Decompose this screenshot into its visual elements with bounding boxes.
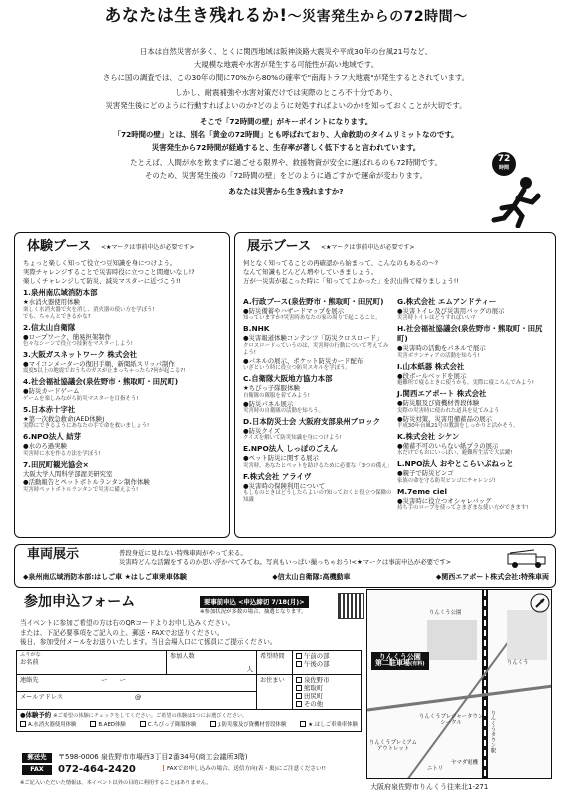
intro-text <box>20 46 552 202</box>
vehicle-item: ◆関西エアポート株式会社:特殊車両 <box>435 573 549 581</box>
vehicle-description <box>119 549 499 567</box>
checkbox-icon[interactable] <box>296 701 302 707</box>
exhibit-note: <★マークは事前申込が必要です> <box>320 244 415 252</box>
booth-item-detail: 大阪大学人間科学部渥美研究室 <box>23 469 113 478</box>
checkbox-icon[interactable] <box>300 721 306 727</box>
booth-item <box>23 288 221 320</box>
badge-unit: 時間 <box>498 165 509 171</box>
map-label-nitori: ニトリ <box>427 766 444 772</box>
residence-option-label: その他 <box>304 699 324 708</box>
name-label: お名前 <box>20 658 39 666</box>
booth-item <box>243 444 393 469</box>
title-main: あなたは生き残れるか! <box>104 6 288 26</box>
experience-option[interactable] <box>210 721 286 729</box>
time-label: 希望時間 <box>260 653 285 660</box>
privacy-note: ※ご記入いただいた情報は、本イベント以外の目的に利用することはありません。 <box>20 780 212 786</box>
booth-item-detail: ★水消火器使用体験 <box>23 298 80 307</box>
intro-p4-line: たとえば、人間が水を飲まずに過ごせる限界や、救援物資が安全に運ばれるのも72時間です。 <box>130 158 442 168</box>
booth-item-detail: 災害時に水を作る方法を学ぼう! <box>23 450 101 457</box>
booth-item-detail: もしものときはどうしたらよいの?知っておくと役立つ保険の知識 <box>243 490 392 504</box>
booth-item-detail: ●マイコンメーターの復旧手順、新聞紙スリッパ制作 <box>23 360 175 369</box>
booth-item-detail: 家族の命を守る防災ビンゴにチャレンジ! <box>397 477 496 484</box>
intro-paragraph-4 <box>20 157 552 183</box>
map-label-rinku-park: りんくう公園 <box>429 610 462 616</box>
booth-item <box>23 377 221 402</box>
booth-item-detail: ●災害時の保険利用について <box>243 481 326 490</box>
experience-note: <★マークは事前申込が必要です> <box>100 244 195 252</box>
intro-p3-line: 「72時間の壁」とは、別名「黄金の72時間」とも呼ばれており、人命救助のタイムリミットなのです。 <box>113 129 459 139</box>
booth-item <box>23 432 221 457</box>
booth-item-title: 2.信太山自衛隊 <box>23 322 76 332</box>
intro-p4-line: そのため、災害発生後の「72時間の壁」をどのように過ごすかで運命が変わります。 <box>145 171 427 181</box>
form-heading: 参加申込フォーム <box>24 594 136 610</box>
checkbox-icon[interactable] <box>296 693 302 699</box>
booth-item-detail: 楽しく水消火器で火を消し、消火器の使い方を学ぼう! <box>23 306 155 313</box>
name-field[interactable] <box>20 666 163 670</box>
booth-item-detail: 持ち手のロープを使ってさまざまな使い方ができます! <box>397 505 529 512</box>
residence-option-label: 熊取町 <box>304 683 324 692</box>
booth-item-title: K.株式会社 シケン <box>397 432 460 442</box>
exhibit-booth-panel <box>234 232 556 538</box>
booth-item <box>23 460 221 494</box>
residence-option[interactable] <box>296 692 358 700</box>
residence-options <box>293 674 362 709</box>
checkbox-icon[interactable] <box>210 721 216 727</box>
booth-item <box>397 389 551 430</box>
booth-item-detail: クロスロードっていうのは、災害時の行動について考えてみよう! <box>243 342 389 356</box>
participants-field[interactable] <box>170 665 253 673</box>
booth-item-title: E.NPO法人 しっぽのごえん <box>243 444 338 454</box>
experience-desc-line: 実際チャレンジすることで災害時役に立つこと間違いなし!? <box>23 268 195 277</box>
phone-separator-1: ー <box>101 675 108 684</box>
exhibit-desc-line: 万が一災害が起こった時に「知っててよかった」を沢山得て帰りましょう!! <box>243 277 459 286</box>
booth-item-title: 5.日本赤十字社 <box>23 404 76 414</box>
booth-item-detail: ●水のろ過実験 <box>23 442 67 451</box>
booth-item-detail: ●親子で防災ビンゴ <box>397 469 454 478</box>
booth-item-detail: ●防災対策、災害用備蓄品の展示 <box>397 414 493 423</box>
compass-icon <box>530 593 550 613</box>
booth-item-title: 3.大阪ガスネットワーク 株式会社 <box>23 350 137 360</box>
booth-item-title: A.行政ブース(泉佐野市・熊取町・田尻町) <box>243 297 384 306</box>
intro-paragraph-1 <box>20 46 552 84</box>
booth-item-title: D.日本防災士会 大阪府支部泉州ブロック <box>243 417 381 427</box>
booth-item-detail: ●災害報道体験コンテンツ「防災クロスロード」 <box>243 334 383 343</box>
vehicle-item: ◆信太山自衛隊:高機動車 <box>272 573 351 581</box>
intro-p1-line: さらに国の調査では、この30年の間に70%から80%の確率で"南海トラフ大地震"が発生するとされています。 <box>102 72 470 82</box>
checkbox-icon[interactable] <box>140 721 146 727</box>
booth-item-detail: ●防災備蓄やハザードマップを展示 <box>243 307 345 315</box>
vehicle-desc-line: 普段身近に見れない特殊車両がやって来る。 <box>119 549 247 557</box>
booth-item-title: H.社会福祉協議会(泉佐野市・熊取町・田尻町) <box>397 324 543 344</box>
booth-item-detail: ●防災パネル展示 <box>243 399 294 408</box>
parking-name: りんくう公園 第二駐車場 <box>375 653 421 668</box>
map-label-station: りんくうタウン駅 <box>489 710 496 754</box>
intro-p2-line: しかし、耐震補強や水害対策だけでは実際のところ不十分であり、 <box>175 88 397 98</box>
fax-number: 072-464-2420 <box>58 764 136 775</box>
time-option[interactable] <box>296 652 358 660</box>
booth-item-detail: 災害時トイレはどうすればいい? <box>397 315 476 322</box>
checkbox-icon[interactable] <box>296 685 302 691</box>
72-hours-badge <box>492 152 516 176</box>
booth-item-detail: ●防災カードゲーム <box>23 387 80 396</box>
booth-item <box>397 324 551 359</box>
booth-item-detail: 実際の災害時に使われた道具を見てみよう <box>397 407 500 414</box>
booth-item-detail: 災害時の自衛隊の活動を知ろう。 <box>243 408 324 415</box>
booth-item <box>23 405 221 430</box>
intro-paragraph-3 <box>20 116 552 154</box>
booth-item-detail: ●防災クイズ <box>243 427 281 436</box>
booth-item-detail: 災害時ペットボトルランタンで災害に備えよう! <box>23 486 139 493</box>
booth-item-detail: ●災害時に役立つオシャレバッグ <box>397 496 492 505</box>
booth-item-title: L.NPO法人 おやとこらいぶねっと <box>397 459 514 469</box>
booth-item-detail: いざという時に役立つ防災スキルを学ぼう。 <box>243 365 351 372</box>
booth-item-title: 1.泉州南広域消防本部 <box>23 288 98 298</box>
booth-item-detail: ゲームを楽しみながら防災マスターを目指そう! <box>23 395 139 402</box>
intro-p1-line: 大規模な地震や水害が発生する可能性が高い地域です。 <box>193 59 379 69</box>
residence-option-label: 田尻町 <box>304 691 324 700</box>
booth-item <box>397 487 551 512</box>
experience-reservation-label: ●体験予約 <box>20 710 52 719</box>
residence-label: お住まい <box>260 676 285 684</box>
experience-reservation-note: ※ご希望の体験にチェックをしてください。ご希望の体験は1つにお選びください。 <box>53 712 248 719</box>
booth-item <box>243 297 393 322</box>
booth-item-detail: 平成30年台風21号の教訓をしっかりと活かそう。 <box>397 423 519 430</box>
phone-separator-2: ー <box>119 675 127 684</box>
page-title <box>0 6 572 27</box>
map-label-rinku: りんくう <box>507 660 529 666</box>
booth-item-detail: ●災害時の活動をパネルで展示 <box>397 344 486 353</box>
time-option-label: 午後の部 <box>304 660 330 668</box>
vehicle-desc-line: 災害時どんな活躍をするのか思い浮かべてみてね。写真もいっぱい撮っちゃおう!<★マークは事前申込が必要です> <box>119 558 452 566</box>
fax-label: FAX <box>22 765 52 775</box>
vehicle-heading: 車両展示 <box>27 547 80 562</box>
vehicle-display-panel <box>14 544 556 588</box>
participants-label: 参加人数 <box>170 653 195 660</box>
residence-option-label: 泉佐野市 <box>304 675 330 684</box>
experience-option[interactable] <box>140 721 197 729</box>
mail-address: 〒598-0006 泉佐野市市場西3丁目2番34号(商工会議所3階) <box>58 753 248 761</box>
booth-item-detail: ●活動報告とペットボトルランタン制作体験 <box>23 478 150 487</box>
booth-item <box>243 417 393 442</box>
vehicle-list <box>23 573 549 582</box>
checkbox-icon[interactable] <box>296 653 302 659</box>
exhibit-heading: 展示ブース <box>247 239 311 254</box>
booth-item <box>243 374 393 415</box>
booth-item-title: 7.田尻町観光協会× <box>23 459 89 469</box>
experience-desc-line: ちょっと楽しく知って役立つ豆知識を身につけよう。 <box>23 259 177 268</box>
experience-option-label: ★.はしご車乗車体験 <box>308 722 358 729</box>
experience-option-label: J.防災服及び資機材普段体験 <box>218 722 287 729</box>
checkbox-icon[interactable] <box>90 721 96 727</box>
qr-code[interactable] <box>338 593 364 619</box>
exhibit-list-right <box>397 295 551 512</box>
residence-option[interactable] <box>296 700 358 708</box>
checkbox-icon[interactable] <box>20 721 26 727</box>
booth-item-detail: 知っていますか?災害時あなたの家の周りで起こること。 <box>243 315 381 322</box>
booth-item-detail: 災害ボランティアの活動を知ろう! <box>397 352 480 359</box>
title-sub: 〜災害発生からの72時間〜 <box>287 9 468 25</box>
residence-option[interactable] <box>296 676 358 684</box>
residence-option[interactable] <box>296 684 358 692</box>
booth-item-detail: 震度5以上の地震でおうちのガスが止まっちゃったら?何が起こる?! <box>23 368 186 375</box>
booth-item-detail: ●備蓄不可のいらない紙プラの展示 <box>397 442 499 451</box>
booth-item-detail: 避難所で寝るときに使うかも。実際に寝ころんでみよう! <box>397 380 534 387</box>
fire-truck-icon <box>507 549 547 569</box>
mail-label: 郵送先 <box>22 753 52 763</box>
booth-item-detail: 実際にできるようにあなたの手で命を救いましょう! <box>23 423 150 430</box>
map-label-yamada: ヤマダ電機 <box>451 760 478 766</box>
email-label: メールアドレス <box>20 694 64 702</box>
experience-option[interactable] <box>90 721 125 729</box>
booth-item-detail: 色々なシーンで役立つ技術をマスターしよう! <box>23 341 133 348</box>
booth-item-title: B.NHK <box>243 324 270 334</box>
experience-option[interactable] <box>20 721 76 729</box>
booth-item-detail: ●段ボールベッドを展示 <box>397 371 467 380</box>
phone-field[interactable] <box>39 676 189 684</box>
booth-item-detail: クイズを解いて防災知識を身につけよう! <box>243 435 342 442</box>
booth-item <box>397 362 551 387</box>
booth-item-detail: ●ロープワーク、簡易担架制作 <box>23 332 112 341</box>
booth-item <box>397 432 551 457</box>
booth-item-title: 4.社会福祉協議会(泉佐野市・熊取町・田尻町) <box>23 377 179 387</box>
experience-option-label: C.ちびっ子隊服体験 <box>147 722 197 729</box>
exhibit-description <box>243 259 547 286</box>
map-label-outlet: りんくうプレミアム アウトレット <box>369 740 417 753</box>
booth-item <box>397 297 551 322</box>
booth-item <box>23 323 221 348</box>
booth-item <box>243 472 393 504</box>
intro-p1-line: 日本は自然災害が多く、とくに関西地域は阪神淡路大震災や平成30年の台風21号など、 <box>139 47 433 56</box>
experience-desc-line: 楽しくチャレンジして防災、減災マスターに近づこう!! <box>23 277 181 286</box>
checkbox-icon[interactable] <box>296 661 302 667</box>
form-instruction-line: 当イベントに参加ご希望の方は右のQRコードよりお申し込みください。 <box>20 619 235 627</box>
time-options <box>293 651 362 675</box>
booth-item-detail: ★第一次救急救命(AED体験) <box>23 414 105 423</box>
deadline-badge: 要事前申込 <申込締切 7/18(月)> <box>200 596 309 608</box>
participants-unit: 人 <box>246 664 253 673</box>
intro-question: あなたは災害から生き残れますか? <box>228 186 344 196</box>
experience-option-label: A.水消火器使用体験 <box>28 722 77 729</box>
experience-heading: 体験ブース <box>27 239 91 254</box>
booth-item-detail: ●パネルの展示、ポケット防災カード配布 <box>243 356 364 365</box>
intro-p3-line: そこで「72時間の壁」がキーポイントになります。 <box>199 116 373 126</box>
running-person-icon <box>488 176 550 228</box>
experience-option[interactable] <box>300 721 358 729</box>
booth-item-detail: ●ペット防災に関する展示 <box>243 454 319 463</box>
booth-item-detail: でも、ちゃんとできるかな? <box>23 313 91 320</box>
booth-item <box>23 350 221 375</box>
experience-options <box>20 721 358 729</box>
booth-item-detail: 水だけでもおにいっぱい、避難所生活で大活躍! <box>397 450 513 457</box>
booth-item-title: 6.NPO法人 結芽 <box>23 432 81 442</box>
badge-number: 72 <box>497 154 511 164</box>
experience-option-label: B.AED体験 <box>98 722 126 729</box>
booth-item-detail: ●防災服及び資機材普段体験 <box>397 399 480 408</box>
form-instruction-line: または、下記必要事項をご記入の上、郵送・FAXでお送りください。 <box>20 628 224 637</box>
booth-item-title: I.山本紙器 株式会社 <box>397 361 465 371</box>
venue-address: 大阪府泉佐野市りんくう往来北1-271 <box>370 783 489 791</box>
booth-item-title: C.自衛隊大阪地方協力本部 <box>243 374 333 384</box>
booth-item-detail: 自衛隊の隊服を着てみよう! <box>243 392 310 399</box>
exhibit-list-left <box>243 295 393 504</box>
phone-label: 連絡先 <box>20 676 39 684</box>
booth-item-title: J.関西エアポート 株式会社 <box>397 389 487 399</box>
booth-item-detail: ★ちびっ子隊服体験 <box>243 384 300 393</box>
map-label-pleasure-town: りんくうプレジャータウン シークル <box>419 714 484 727</box>
intro-p2-line: 災害発生後にどのように行動すればよいのか?どのように対処すればよいのか!を知っておくことが大切です。 <box>105 101 467 111</box>
booth-item-title: M.7eme ciel <box>397 486 448 496</box>
email-field[interactable]: @ <box>134 693 142 702</box>
warning-icon: ❗ <box>160 766 167 772</box>
booth-item-title: G.株式会社 エムアンドティー <box>397 297 497 306</box>
booth-item <box>243 324 393 372</box>
venue-map <box>366 589 552 779</box>
experience-list <box>23 288 221 493</box>
parking-note: (有料) <box>410 661 425 668</box>
time-option[interactable] <box>296 660 358 668</box>
experience-booth-panel <box>14 232 230 538</box>
deadline-note: ※参加状況が多数の場合、抽選となります。 <box>200 609 307 615</box>
application-form-table <box>16 650 362 732</box>
experience-description <box>23 259 221 286</box>
fax-note <box>160 766 326 773</box>
form-instruction-line: 後日、参加受付メールをお送りいたします。当日会場入口にて係員にご提示ください。 <box>20 638 277 647</box>
parking-label <box>371 652 429 670</box>
exhibit-desc-line: 何となく知ってることの再確認から始まって、こんなのもあるの〜? <box>243 259 438 268</box>
booth-item-detail: ●災害トイレ及び災害用バッグの展示 <box>397 307 505 315</box>
booth-item <box>397 459 551 484</box>
intro-paragraph-2 <box>20 87 552 113</box>
intro-p3-line: 災害発生から72時間が経過すると、生存率が著しく低下すると言われています。 <box>151 142 421 152</box>
time-option-label: 午前の部 <box>304 652 330 660</box>
checkbox-icon[interactable] <box>296 677 302 683</box>
vehicle-item: ◆泉州南広域消防本部:はしご車 ★はしご車乗車体験 <box>23 573 187 581</box>
fax-note-text: FAXでお申し込みの場合、送信方向(表・裏)にご注意ください!! <box>166 766 327 772</box>
booth-item-title: F.株式会社 アライヴ <box>243 471 312 481</box>
booth-item-detail: 災害時、あなたとペットを助けるために必要な「3つの備え」 <box>243 462 392 469</box>
furigana-label: ふりがな <box>20 652 41 658</box>
exhibit-desc-line: なんて知識もどんどん増やしていきましょう。 <box>243 268 378 277</box>
form-instructions <box>20 619 360 648</box>
